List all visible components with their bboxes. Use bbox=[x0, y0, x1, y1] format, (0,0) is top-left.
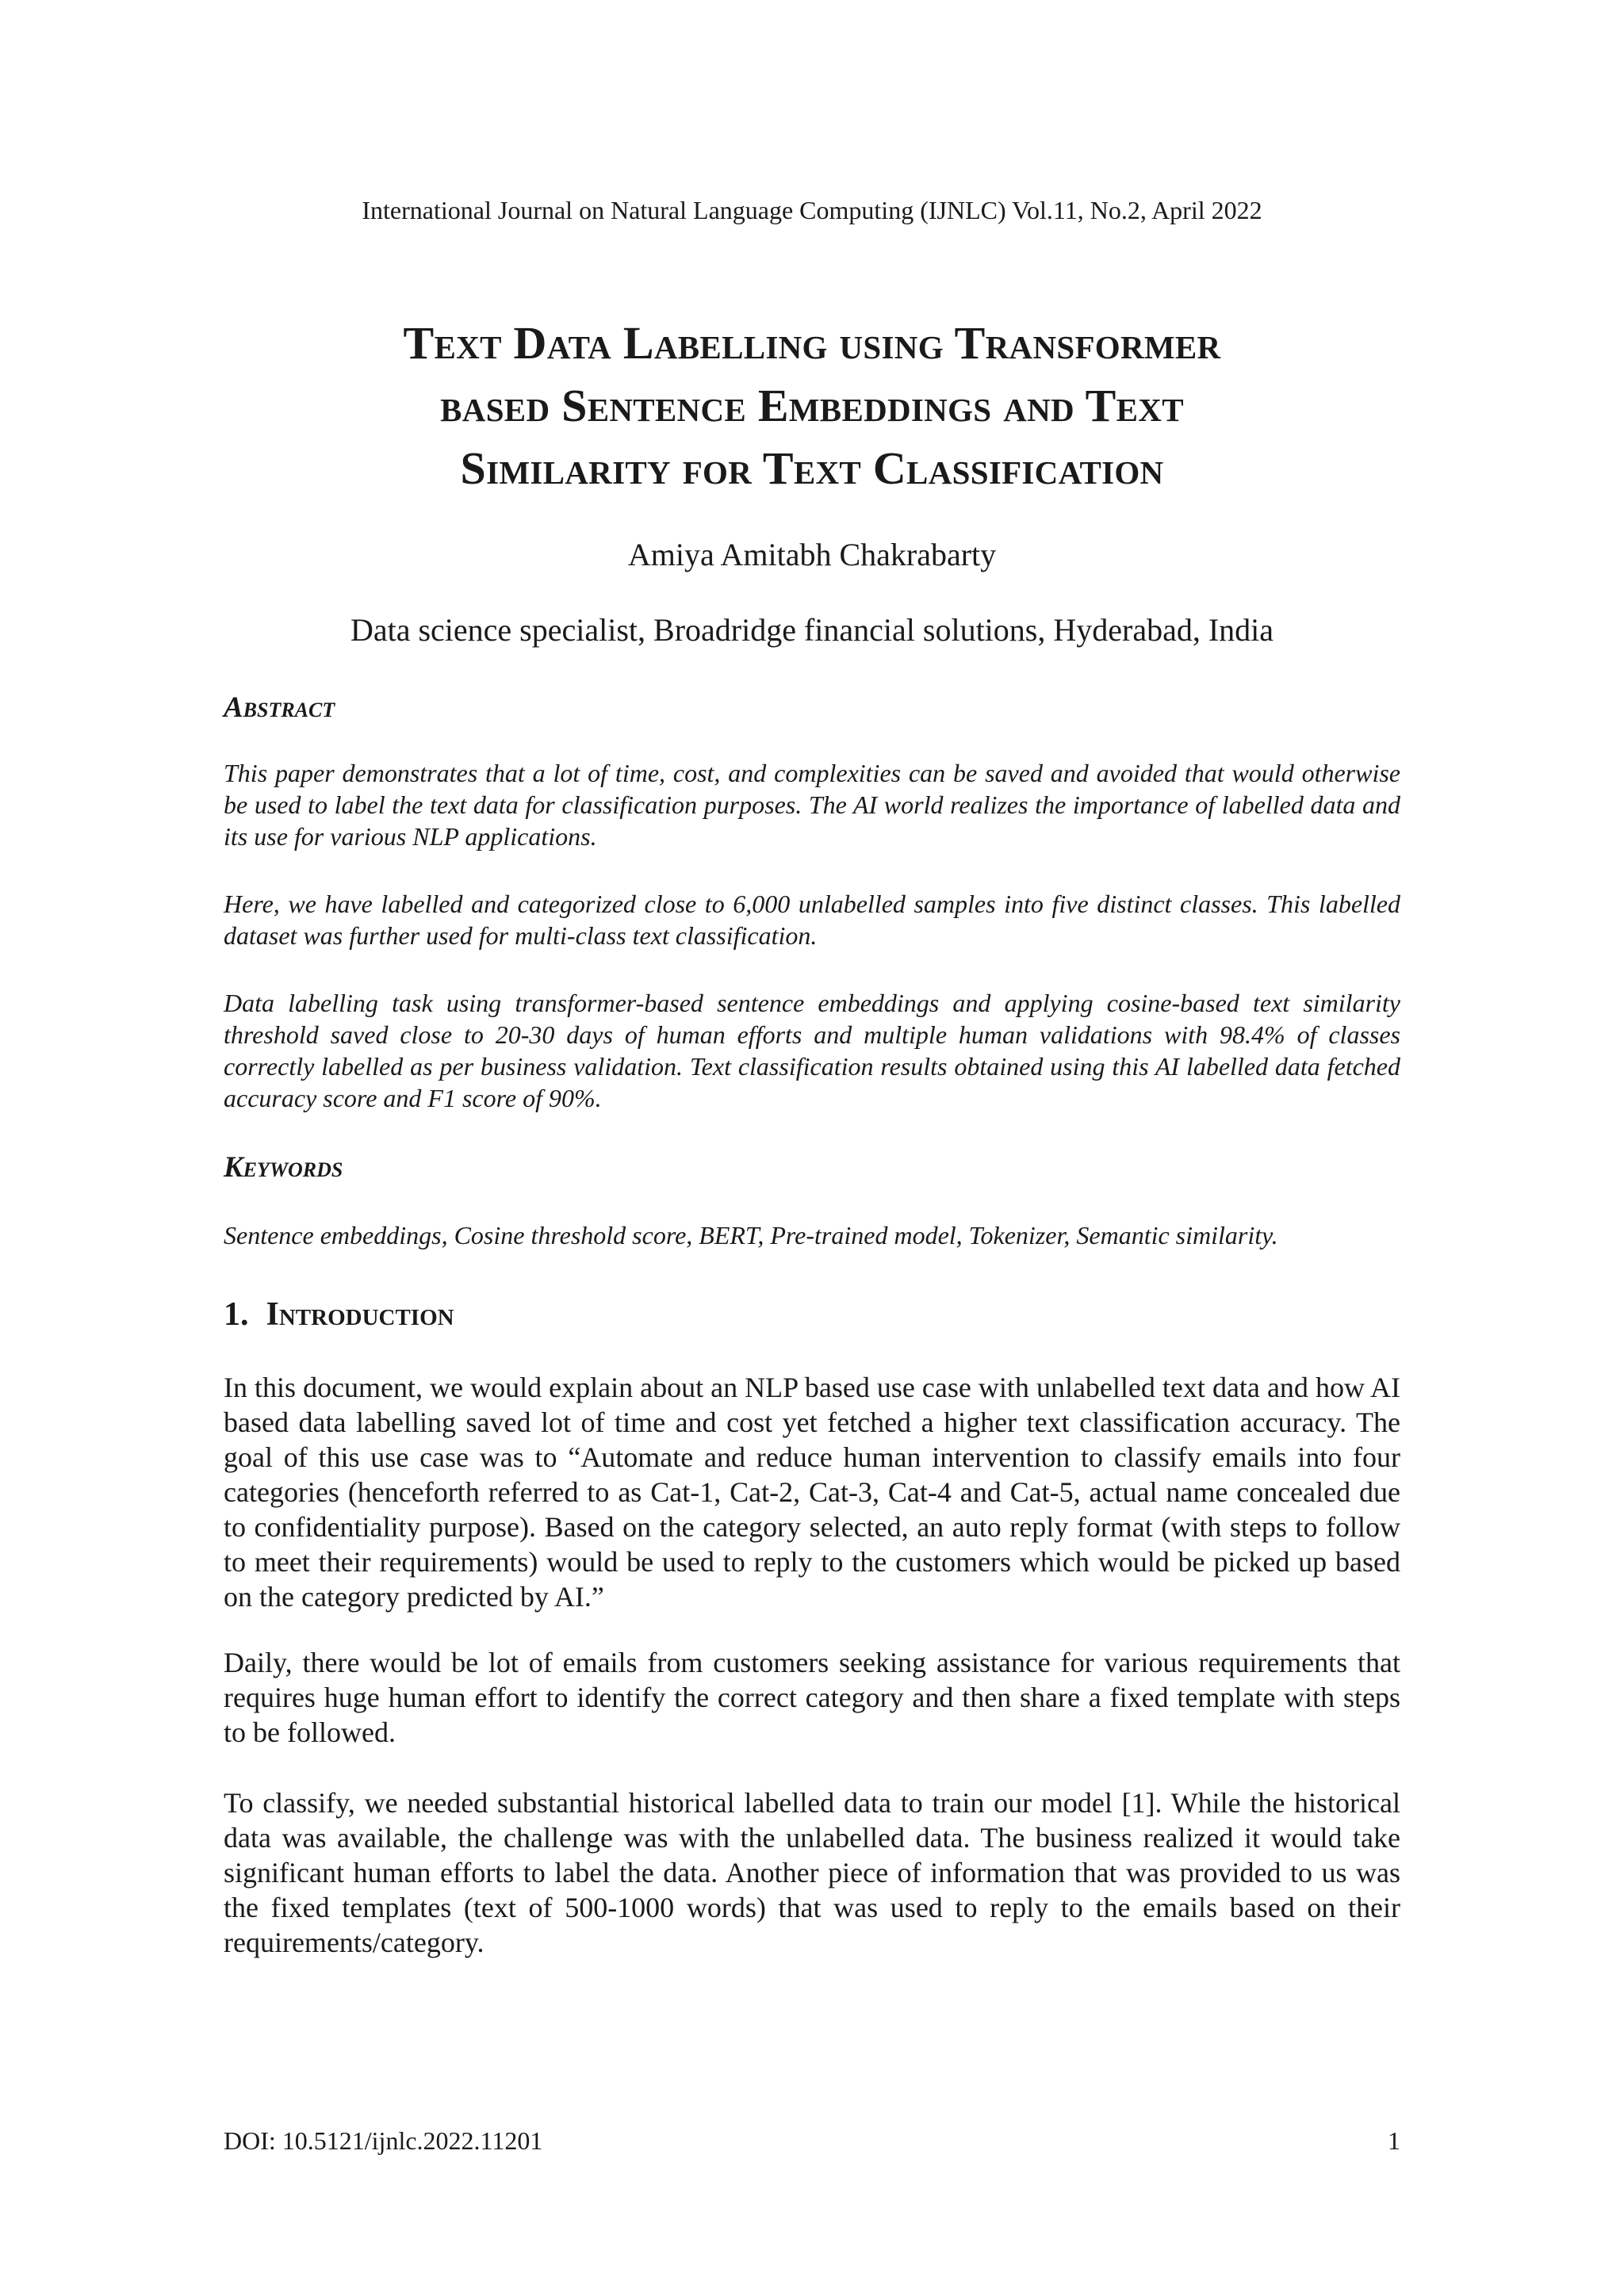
abstract-paragraph: Data labelling task using transformer-based sentence embeddings and applying cosine-based text similarity threshold saved close to 20-30 days of human efforts and multiple human validations with 98.4% of classes correctly labelled as per business validation. Text classification results obtained using this AI labelled data fetched accuracy score and F1 score of 90%. bbox=[224, 989, 1400, 1112]
author-name: Amiya Amitabh Chakrabarty bbox=[627, 537, 997, 572]
body-paragraph: Daily, there would be lot of emails from customers seeking assistance for various requirements that requires huge human effort to identify the correct category and then share a fixed template with steps to be followed. bbox=[224, 1647, 1400, 1748]
title-line-1: Text Data Labelling using Transformer bbox=[403, 317, 1221, 369]
abstract-heading: Abstract bbox=[224, 691, 335, 724]
abstract-paragraph: This paper demonstrates that a lot of time, cost, and complexities can be saved and avoided that would otherwise be used to label the text data for classification purposes. The AI world realizes the importance of labelled data and its use for various NLP applications. bbox=[224, 759, 1400, 851]
body-paragraph: In this document, we would explain about an NLP based use case with unlabelled text data and how AI based data labelling saved lot of time and cost yet fetched a higher text classification accuracy. The goal of this use case was to “Automate and reduce human intervention to classify emails into four categories (henceforth referred to as Cat-1, Cat-2, Cat-3, Cat-4 and Cat-5, actual name concealed due to confidentiality purpose). Based on the category selected, an auto reply format (with steps to follow to meet their requirements) would be used to reply to the customers which would be picked up based on the category predicted by AI.” bbox=[224, 1372, 1400, 1613]
keywords-heading: Keywords bbox=[224, 1151, 343, 1184]
abstract-paragraph: Here, we have labelled and categorized close to 6,000 unlabelled samples into five distinct classes. This labelled dataset was further used for multi-class text classification. bbox=[224, 890, 1400, 950]
section-number: 1. bbox=[224, 1296, 249, 1333]
title-line-3: Similarity for Text Classification bbox=[460, 442, 1164, 494]
page-number: 1 bbox=[1388, 2126, 1400, 2155]
paper-title bbox=[198, 312, 1426, 499]
title-line-2: based Sentence Embeddings and Text bbox=[440, 380, 1184, 431]
body-paragraph: To classify, we needed substantial historical labelled data to train our model [1]. While the historical data was available, the challenge was with the unlabelled data. The business realized it would take significant human efforts to label the data. Another piece of information that was provided to us was the fixed templates (text of 500-1000 words) that was used to reply to the emails based on their requirements/category. bbox=[224, 1787, 1400, 1958]
introduction-heading bbox=[224, 1294, 454, 1335]
section-title: Introduction bbox=[266, 1296, 454, 1333]
author-affiliation: Data science specialist, Broadridge financial solutions, Hyderabad, India bbox=[350, 612, 1274, 648]
running-head: International Journal on Natural Language Computing (IJNLC) Vol.11, No.2, April 2022 bbox=[362, 196, 1262, 224]
keywords-text: Sentence embeddings, Cosine threshold score, BERT, Pre-trained model, Tokenizer, Semantic similarity. bbox=[224, 1221, 1278, 1249]
footer-doi: DOI: 10.5121/ijnlc.2022.11201 bbox=[224, 2126, 543, 2155]
